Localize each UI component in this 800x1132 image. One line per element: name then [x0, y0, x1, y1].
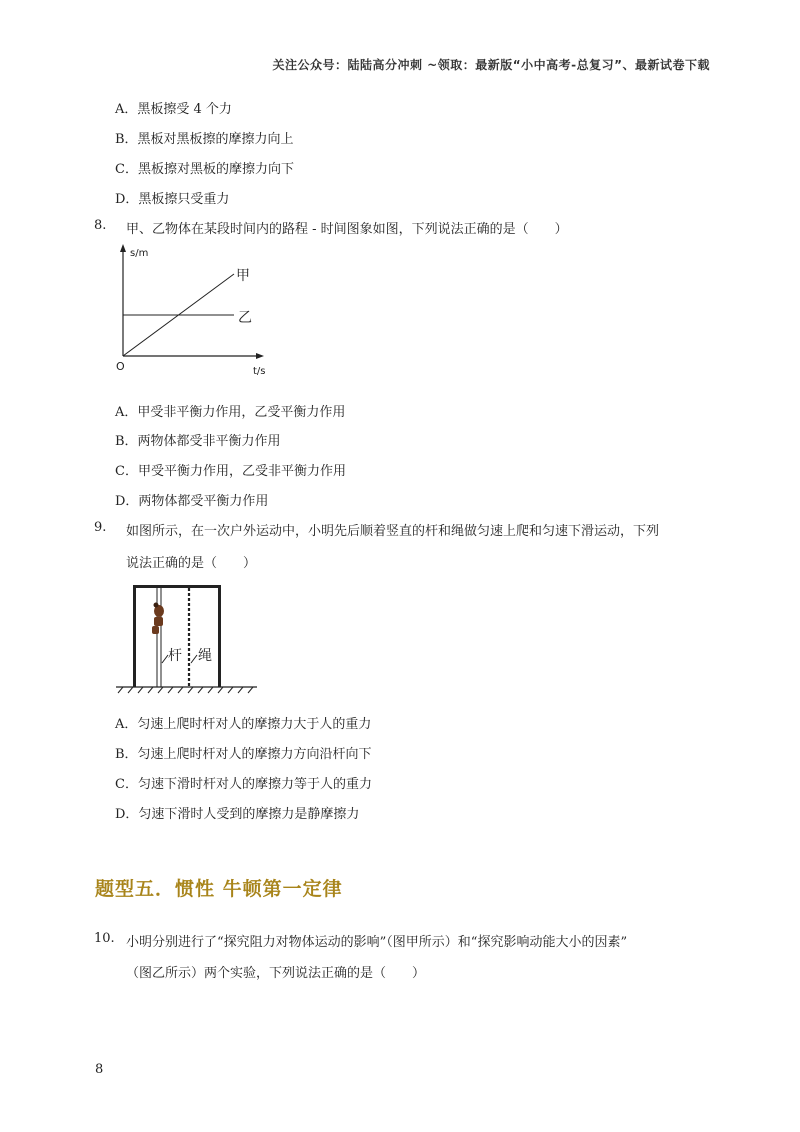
- q8-option-c: C．甲受平衡力作用，乙受非平衡力作用: [115, 464, 346, 479]
- q9-text-line2: 说法正确的是（ ）: [126, 556, 257, 571]
- q10-number: 10.: [94, 931, 115, 946]
- climber-person: [152, 603, 164, 635]
- q8-graph: [112, 244, 272, 380]
- q9-figure: [112, 577, 262, 695]
- page-number: 8: [95, 1062, 104, 1077]
- x-axis-arrow: [256, 353, 264, 359]
- series-yi-label: 乙: [238, 310, 252, 326]
- page-header: 关注公众号：陆陆高分冲刺 ~领取：最新版“小中高考-总复习”、最新试卷下载: [272, 58, 710, 72]
- q8-text: 甲、乙物体在某段时间内的路程 - 时间图象如图，下列说法正确的是（ ）: [126, 222, 568, 237]
- pole-label: 杆: [168, 648, 182, 664]
- ground-hatch: [118, 687, 253, 693]
- frame-top-bar: [133, 585, 221, 588]
- q9-option-d: D．匀速下滑时人受到的摩擦力是静摩擦力: [115, 807, 360, 822]
- section-title: 题型五．惯性 牛顿第一定律: [95, 878, 343, 900]
- q8-option-a: A．甲受非平衡力作用，乙受平衡力作用: [115, 405, 346, 420]
- q7-option-b: B．黑板对黑板擦的摩擦力向上: [115, 132, 294, 147]
- rope-label: 绳: [198, 648, 212, 664]
- q7-option-a: A．黑板擦受 4 个力: [115, 102, 232, 117]
- q10-text-line2: （图乙所示）两个实验，下列说法正确的是（ ）: [126, 966, 426, 981]
- q9-option-c: C．匀速下滑时杆对人的摩擦力等于人的重力: [115, 777, 372, 792]
- q9-text-line1: 如图所示，在一次户外运动中，小明先后顺着竖直的杆和绳做匀速上爬和匀速下滑运动，下列: [126, 524, 660, 539]
- frame-right-post: [218, 585, 221, 687]
- origin-label: O: [116, 360, 125, 373]
- x-axis-label: t/s: [253, 366, 266, 377]
- y-axis-label: s/m: [130, 248, 149, 259]
- frame-left-post: [133, 585, 136, 687]
- q9-option-a: A．匀速上爬时杆对人的摩擦力大于人的重力: [115, 717, 372, 732]
- rope-label-leader: [191, 655, 197, 663]
- q8-option-d: D．两物体都受平衡力作用: [115, 494, 269, 509]
- q9-number: 9.: [94, 520, 107, 535]
- q10-text-line1: 小明分别进行了“探究阻力对物体运动的影响”（图甲所示）和“探究影响动能大小的因素”: [126, 935, 628, 950]
- q8-option-b: B．两物体都受非平衡力作用: [115, 434, 281, 449]
- q8-number: 8.: [94, 218, 107, 233]
- q7-option-c: C．黑板擦对黑板的摩擦力向下: [115, 162, 294, 177]
- q9-option-b: B．匀速上爬时杆对人的摩擦力方向沿杆向下: [115, 747, 372, 762]
- series-jia-label: 甲: [236, 268, 250, 284]
- q7-option-d: D．黑板擦只受重力: [115, 192, 230, 207]
- y-axis-arrow: [120, 244, 126, 252]
